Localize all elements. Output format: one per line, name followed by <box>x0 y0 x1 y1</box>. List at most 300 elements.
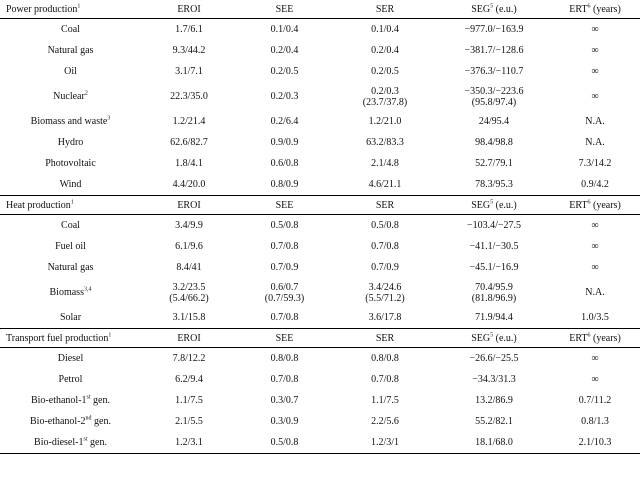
cell-seg-value: −376.3/−110.7 <box>464 66 524 77</box>
cell-ert <box>550 61 640 82</box>
table-row <box>0 411 640 432</box>
cell-eroi-value: 3.2/23.5 <box>172 281 206 293</box>
column-header-ser-text: SER <box>375 332 395 344</box>
cell-see-value: 0.2/0.3 <box>270 91 299 102</box>
cell-ert-value: 0.8/1.3 <box>581 416 609 427</box>
cell-eroi-value-alt: (5.4/66.2) <box>169 292 209 304</box>
cell-ser-value: 1.1/7.5 <box>371 395 399 406</box>
cell-seg-value: −103.4/−27.5 <box>466 220 522 231</box>
cell-ser <box>332 257 438 278</box>
row-label-cell <box>0 307 141 329</box>
table-row <box>0 132 640 153</box>
row-label: Coal <box>61 24 80 35</box>
cell-ert <box>550 153 640 174</box>
row-label-suffix: gen. <box>90 395 110 406</box>
column-header-seg-footnote: 5 <box>490 332 494 339</box>
column-header-ert-footnote: 6 <box>587 3 591 10</box>
cell-seg-value: 55.2/82.1 <box>475 416 513 427</box>
cell-eroi-value: 2.1/5.5 <box>175 416 203 427</box>
cell-eroi-value: 8.4/41 <box>176 262 202 273</box>
cell-seg-value: −41.1/−30.5 <box>469 241 519 252</box>
cell-ser-value: 1.2/3/1 <box>370 437 400 448</box>
row-label-cell <box>0 82 141 111</box>
cell-seg <box>438 278 550 307</box>
cell-eroi <box>141 278 237 307</box>
cell-eroi-value: 4.4/20.0 <box>172 179 206 190</box>
column-header-ert-unit: (years) <box>590 332 621 344</box>
cell-eroi-value: 7.8/12.2 <box>172 353 206 364</box>
row-label-cell <box>0 432 141 454</box>
cell-ser <box>332 61 438 82</box>
section-title-cell <box>0 329 141 348</box>
row-label: Natural gas <box>47 45 94 56</box>
cell-ert <box>550 278 640 307</box>
cell-seg <box>438 236 550 257</box>
row-label: Bio-ethanol-2 <box>30 416 86 427</box>
cell-ser-value: 4.6/21.1 <box>368 179 402 190</box>
cell-see-value: 0.3/0.9 <box>270 416 299 427</box>
cell-ser <box>332 348 438 370</box>
row-label: Wind <box>59 179 82 190</box>
column-header-seg-text: SEG <box>471 3 491 15</box>
cell-ert <box>550 236 640 257</box>
cell-seg-value: 70.4/95.9 <box>475 281 513 293</box>
cell-see <box>237 153 332 174</box>
cell-ert-value: 7.3/14.2 <box>578 158 612 169</box>
table-row <box>0 236 640 257</box>
cell-ser-value: 0.2/0.4 <box>371 45 399 56</box>
cell-ser-value: 0.7/0.8 <box>371 241 399 252</box>
column-header-see-text: SEE <box>275 3 294 15</box>
column-header-see-text: SEE <box>275 199 294 211</box>
cell-see-value: 0.7/0.8 <box>270 241 299 252</box>
column-header-seg <box>438 0 550 19</box>
cell-eroi <box>141 40 237 61</box>
cell-see <box>237 390 332 411</box>
cell-seg <box>438 369 550 390</box>
cell-eroi-value: 3.4/9.9 <box>175 220 203 231</box>
row-label-cell <box>0 348 141 370</box>
cell-eroi-value: 6.1/9.6 <box>175 241 203 252</box>
column-header-seg-footnote: 5 <box>490 3 494 10</box>
cell-seg-value: 24/95.4 <box>478 116 510 127</box>
column-header-ert <box>550 329 640 348</box>
cell-eroi-value: 1.2/3.1 <box>175 437 203 448</box>
row-label-cell <box>0 369 141 390</box>
row-label-cell <box>0 19 141 41</box>
cell-see <box>237 111 332 132</box>
column-header-eroi-text: EROI <box>177 199 201 211</box>
table-row <box>0 174 640 196</box>
row-label-cell <box>0 278 141 307</box>
cell-eroi <box>141 432 237 454</box>
cell-seg-value: −45.1/−16.9 <box>469 262 519 273</box>
cell-see-value: 0.8/0.9 <box>270 179 299 190</box>
section-title-cell <box>0 0 141 19</box>
cell-ert-value: ∞ <box>591 353 599 364</box>
table-row <box>0 111 640 132</box>
cell-ser-value: 2.2/5.6 <box>371 416 399 427</box>
cell-eroi <box>141 19 237 41</box>
cell-see <box>237 40 332 61</box>
cell-ert-value: ∞ <box>591 66 599 77</box>
cell-ert-value: 0.7/11.2 <box>578 395 612 406</box>
cell-seg-value: 98.4/98.8 <box>475 137 513 148</box>
cell-ert <box>550 215 640 237</box>
cell-seg <box>438 82 550 111</box>
cell-see <box>237 257 332 278</box>
cell-ser-value-alt: (23.7/37.8) <box>362 96 408 108</box>
cell-see <box>237 278 332 307</box>
table-row <box>0 257 640 278</box>
cell-ert-value: ∞ <box>591 374 599 385</box>
cell-see <box>237 132 332 153</box>
cell-ser-value: 3.6/17.8 <box>368 312 402 323</box>
row-label-cell <box>0 111 141 132</box>
cell-ert <box>550 432 640 454</box>
cell-seg-value: −977.0/−163.9 <box>464 24 524 35</box>
cell-see-value: 0.9/0.9 <box>270 137 299 148</box>
cell-ert-value: 0.9/4.2 <box>581 179 609 190</box>
section-header-row <box>0 329 640 348</box>
row-label-cell <box>0 411 141 432</box>
column-header-ert <box>550 196 640 215</box>
cell-see-value: 0.5/0.8 <box>270 437 299 448</box>
cell-seg <box>438 432 550 454</box>
cell-ert <box>550 19 640 41</box>
cell-eroi-value: 3.1/7.1 <box>175 66 203 77</box>
section-header-row <box>0 0 640 19</box>
cell-ser <box>332 307 438 329</box>
column-header-seg-text: SEG <box>471 199 491 211</box>
column-header-seg-unit: (e.u.) <box>493 3 517 15</box>
column-header-eroi <box>141 329 237 348</box>
cell-see-value: 0.2/0.5 <box>270 66 299 77</box>
column-header-seg-unit: (e.u.) <box>493 199 517 211</box>
cell-eroi-value: 62.6/82.7 <box>170 137 208 148</box>
row-label: Petrol <box>58 374 83 385</box>
cell-seg-value: 71.9/94.4 <box>475 312 513 323</box>
cell-ert <box>550 348 640 370</box>
row-label: Oil <box>64 66 77 77</box>
cell-see-value: 0.6/0.8 <box>270 158 299 169</box>
cell-seg-value: −350.3/−223.6 <box>464 85 524 97</box>
cell-eroi <box>141 215 237 237</box>
cell-seg <box>438 153 550 174</box>
cell-ser <box>332 411 438 432</box>
cell-seg-value-alt: (81.8/96.9) <box>471 292 517 304</box>
cell-ser <box>332 132 438 153</box>
table-row <box>0 278 640 307</box>
cell-ser <box>332 40 438 61</box>
cell-see-value: 0.6/0.7 <box>270 281 299 293</box>
row-label-footnote: 3,4 <box>83 286 92 293</box>
section-title-footnote: 1 <box>77 3 81 10</box>
cell-see-value: 0.2/0.4 <box>270 45 299 56</box>
column-header-seg-footnote: 5 <box>490 199 494 206</box>
cell-ert-value: ∞ <box>591 24 599 35</box>
row-label: Fuel oil <box>55 241 86 252</box>
cell-see <box>237 236 332 257</box>
row-label: Biomass and waste <box>30 116 108 127</box>
cell-seg-value: 13.2/86.9 <box>475 395 513 406</box>
cell-ert-value: ∞ <box>591 91 599 102</box>
column-header-ser <box>332 0 438 19</box>
column-header-ert-text: ERT <box>569 199 588 211</box>
column-header-eroi-text: EROI <box>177 3 201 15</box>
cell-seg <box>438 307 550 329</box>
row-label: Diesel <box>57 353 84 364</box>
cell-ert <box>550 257 640 278</box>
cell-ser-value-alt: (5.5/71.2) <box>365 292 405 304</box>
column-header-ert-text: ERT <box>569 3 588 15</box>
cell-ert <box>550 174 640 196</box>
cell-ser-value: 0.7/0.8 <box>371 374 399 385</box>
row-label-suffix: gen. <box>87 437 107 448</box>
row-label-footnote: st <box>86 394 91 401</box>
column-header-seg-text: SEG <box>471 332 491 344</box>
table-row <box>0 40 640 61</box>
row-label: Coal <box>61 220 80 231</box>
row-label-suffix: gen. <box>91 416 111 427</box>
cell-eroi-value: 9.3/44.2 <box>172 45 206 56</box>
cell-ser <box>332 390 438 411</box>
cell-ert-value: 2.1/10.3 <box>578 437 612 448</box>
row-label: Natural gas <box>47 262 94 273</box>
row-label-cell <box>0 215 141 237</box>
cell-ser-value: 0.2/0.3 <box>371 85 399 97</box>
table-row <box>0 390 640 411</box>
column-header-ert <box>550 0 640 19</box>
cell-eroi <box>141 153 237 174</box>
column-header-ser <box>332 329 438 348</box>
cell-ser <box>332 82 438 111</box>
cell-ser-value: 0.1/0.4 <box>371 24 399 35</box>
cell-seg <box>438 132 550 153</box>
table-row <box>0 82 640 111</box>
column-header-ert-text: ERT <box>569 332 588 344</box>
row-label: Nuclear <box>53 91 85 102</box>
cell-eroi <box>141 174 237 196</box>
table-row <box>0 348 640 370</box>
section-title: Heat production <box>6 199 71 211</box>
column-header-ser-text: SER <box>375 3 395 15</box>
cell-seg-value: 78.3/95.3 <box>475 179 513 190</box>
cell-see-value-alt: (0.7/59.3) <box>264 292 305 304</box>
cell-ert-value: ∞ <box>591 45 599 56</box>
row-label: Photovoltaic <box>45 158 96 169</box>
row-label-cell <box>0 132 141 153</box>
table-row <box>0 215 640 237</box>
cell-ser-value: 0.8/0.8 <box>371 353 399 364</box>
row-label-footnote: nd <box>85 415 92 422</box>
cell-eroi-value: 1.8/4.1 <box>175 158 203 169</box>
cell-eroi-value: 22.3/35.0 <box>170 91 208 102</box>
row-label-cell <box>0 40 141 61</box>
cell-seg <box>438 61 550 82</box>
section-title-footnote: 1 <box>70 199 74 206</box>
cell-eroi-value: 6.2/9.4 <box>175 374 203 385</box>
cell-see <box>237 307 332 329</box>
cell-ser <box>332 369 438 390</box>
row-label-cell <box>0 61 141 82</box>
cell-ser <box>332 215 438 237</box>
cell-see-value: 0.3/0.7 <box>270 395 299 406</box>
cell-see <box>237 82 332 111</box>
column-header-seg-unit: (e.u.) <box>493 332 517 344</box>
row-label-footnote: st <box>83 436 88 443</box>
cell-ser-value: 63.2/83.3 <box>366 137 404 148</box>
column-header-eroi <box>141 0 237 19</box>
cell-see-value: 0.7/0.8 <box>270 374 299 385</box>
section-title: Transport fuel production <box>6 332 109 344</box>
cell-see-value: 0.7/0.8 <box>270 312 299 323</box>
cell-eroi-value: 1.2/21.4 <box>172 116 206 127</box>
cell-see-value: 0.2/6.4 <box>270 116 299 127</box>
cell-ser-value: 3.4/24.6 <box>368 281 402 293</box>
column-header-eroi <box>141 196 237 215</box>
cell-see <box>237 411 332 432</box>
cell-ert-value: ∞ <box>591 262 599 273</box>
cell-see-value: 0.5/0.8 <box>270 220 299 231</box>
section-title: Power production <box>6 3 78 15</box>
cell-see <box>237 19 332 41</box>
cell-seg-value: −26.6/−25.5 <box>469 353 519 364</box>
cell-ert <box>550 111 640 132</box>
cell-ser <box>332 111 438 132</box>
cell-ert-value: N.A. <box>585 137 605 148</box>
table-row <box>0 369 640 390</box>
cell-seg <box>438 411 550 432</box>
column-header-ert-unit: (years) <box>590 3 621 15</box>
section-title-cell <box>0 196 141 215</box>
column-header-eroi-text: EROI <box>177 332 201 344</box>
cell-eroi <box>141 61 237 82</box>
column-header-ser-text: SER <box>375 199 395 211</box>
cell-seg <box>438 215 550 237</box>
table-row <box>0 61 640 82</box>
table-row <box>0 432 640 454</box>
cell-ert-value: ∞ <box>591 241 599 252</box>
cell-eroi <box>141 307 237 329</box>
cell-ser <box>332 278 438 307</box>
cell-see <box>237 348 332 370</box>
column-header-ert-footnote: 6 <box>587 332 591 339</box>
cell-ser-value: 0.7/0.9 <box>371 262 399 273</box>
cell-see <box>237 369 332 390</box>
cell-seg-value-alt: (95.8/97.4) <box>471 96 517 108</box>
column-header-ert-unit: (years) <box>590 199 621 211</box>
column-header-see <box>237 329 332 348</box>
row-label-cell <box>0 236 141 257</box>
row-label: Hydro <box>57 137 84 148</box>
column-header-seg <box>438 196 550 215</box>
cell-eroi <box>141 82 237 111</box>
cell-see <box>237 215 332 237</box>
cell-ser-value: 0.5/0.8 <box>371 220 399 231</box>
table-row <box>0 307 640 329</box>
cell-ert <box>550 307 640 329</box>
cell-ser-value: 2.1/4.8 <box>371 158 399 169</box>
cell-seg <box>438 390 550 411</box>
cell-eroi-value: 3.1/15.8 <box>172 312 206 323</box>
cell-ser-value: 1.2/21.0 <box>368 116 402 127</box>
cell-eroi-value: 1.7/6.1 <box>175 24 203 35</box>
cell-ert <box>550 390 640 411</box>
cell-ert <box>550 132 640 153</box>
cell-seg-value: −381.7/−128.6 <box>464 45 524 56</box>
cell-ser <box>332 174 438 196</box>
cell-eroi <box>141 411 237 432</box>
row-label: Solar <box>59 312 82 323</box>
row-label: Bio-ethanol-1 <box>30 395 87 406</box>
section-title-footnote: 1 <box>108 332 112 339</box>
cell-eroi <box>141 390 237 411</box>
cell-seg-value: 18.1/68.0 <box>475 437 513 448</box>
column-header-see-text: SEE <box>275 332 294 344</box>
cell-seg <box>438 40 550 61</box>
row-label: Biomass <box>49 287 84 298</box>
section-header-row <box>0 196 640 215</box>
cell-ert <box>550 82 640 111</box>
cell-seg-value: −34.3/31.3 <box>472 374 516 385</box>
cell-see <box>237 432 332 454</box>
cell-eroi-value: 1.1/7.5 <box>175 395 203 406</box>
cell-ert <box>550 411 640 432</box>
column-header-see <box>237 196 332 215</box>
cell-eroi <box>141 132 237 153</box>
cell-ser-value: 0.2/0.5 <box>371 66 399 77</box>
cell-see-value: 0.7/0.9 <box>270 262 299 273</box>
row-label-cell <box>0 257 141 278</box>
cell-seg-value: 52.7/79.1 <box>475 158 513 169</box>
cell-ert-value: N.A. <box>585 287 605 298</box>
row-label-footnote: 2 <box>84 90 88 97</box>
cell-eroi <box>141 257 237 278</box>
cell-eroi <box>141 369 237 390</box>
cell-eroi <box>141 111 237 132</box>
row-label: Bio-diesel-1 <box>34 437 84 448</box>
cell-seg <box>438 348 550 370</box>
cell-ser <box>332 153 438 174</box>
row-label-footnote: 3 <box>107 115 111 122</box>
column-header-seg <box>438 329 550 348</box>
column-header-ert-footnote: 6 <box>587 199 591 206</box>
cell-eroi <box>141 236 237 257</box>
column-header-ser <box>332 196 438 215</box>
row-label-cell <box>0 153 141 174</box>
cell-ert-value: 1.0/3.5 <box>581 312 609 323</box>
cell-see-value: 0.8/0.8 <box>270 353 299 364</box>
cell-see <box>237 61 332 82</box>
cell-see <box>237 174 332 196</box>
cell-ert-value: N.A. <box>585 116 605 127</box>
column-header-see <box>237 0 332 19</box>
cell-ert-value: ∞ <box>591 220 599 231</box>
cell-eroi <box>141 348 237 370</box>
cell-seg <box>438 257 550 278</box>
table-row <box>0 153 640 174</box>
cell-seg <box>438 19 550 41</box>
cell-ert <box>550 369 640 390</box>
cell-ser <box>332 432 438 454</box>
table-row <box>0 19 640 41</box>
cell-ser <box>332 19 438 41</box>
cell-ert <box>550 40 640 61</box>
row-label-cell <box>0 174 141 196</box>
cell-seg <box>438 111 550 132</box>
cell-ser <box>332 236 438 257</box>
